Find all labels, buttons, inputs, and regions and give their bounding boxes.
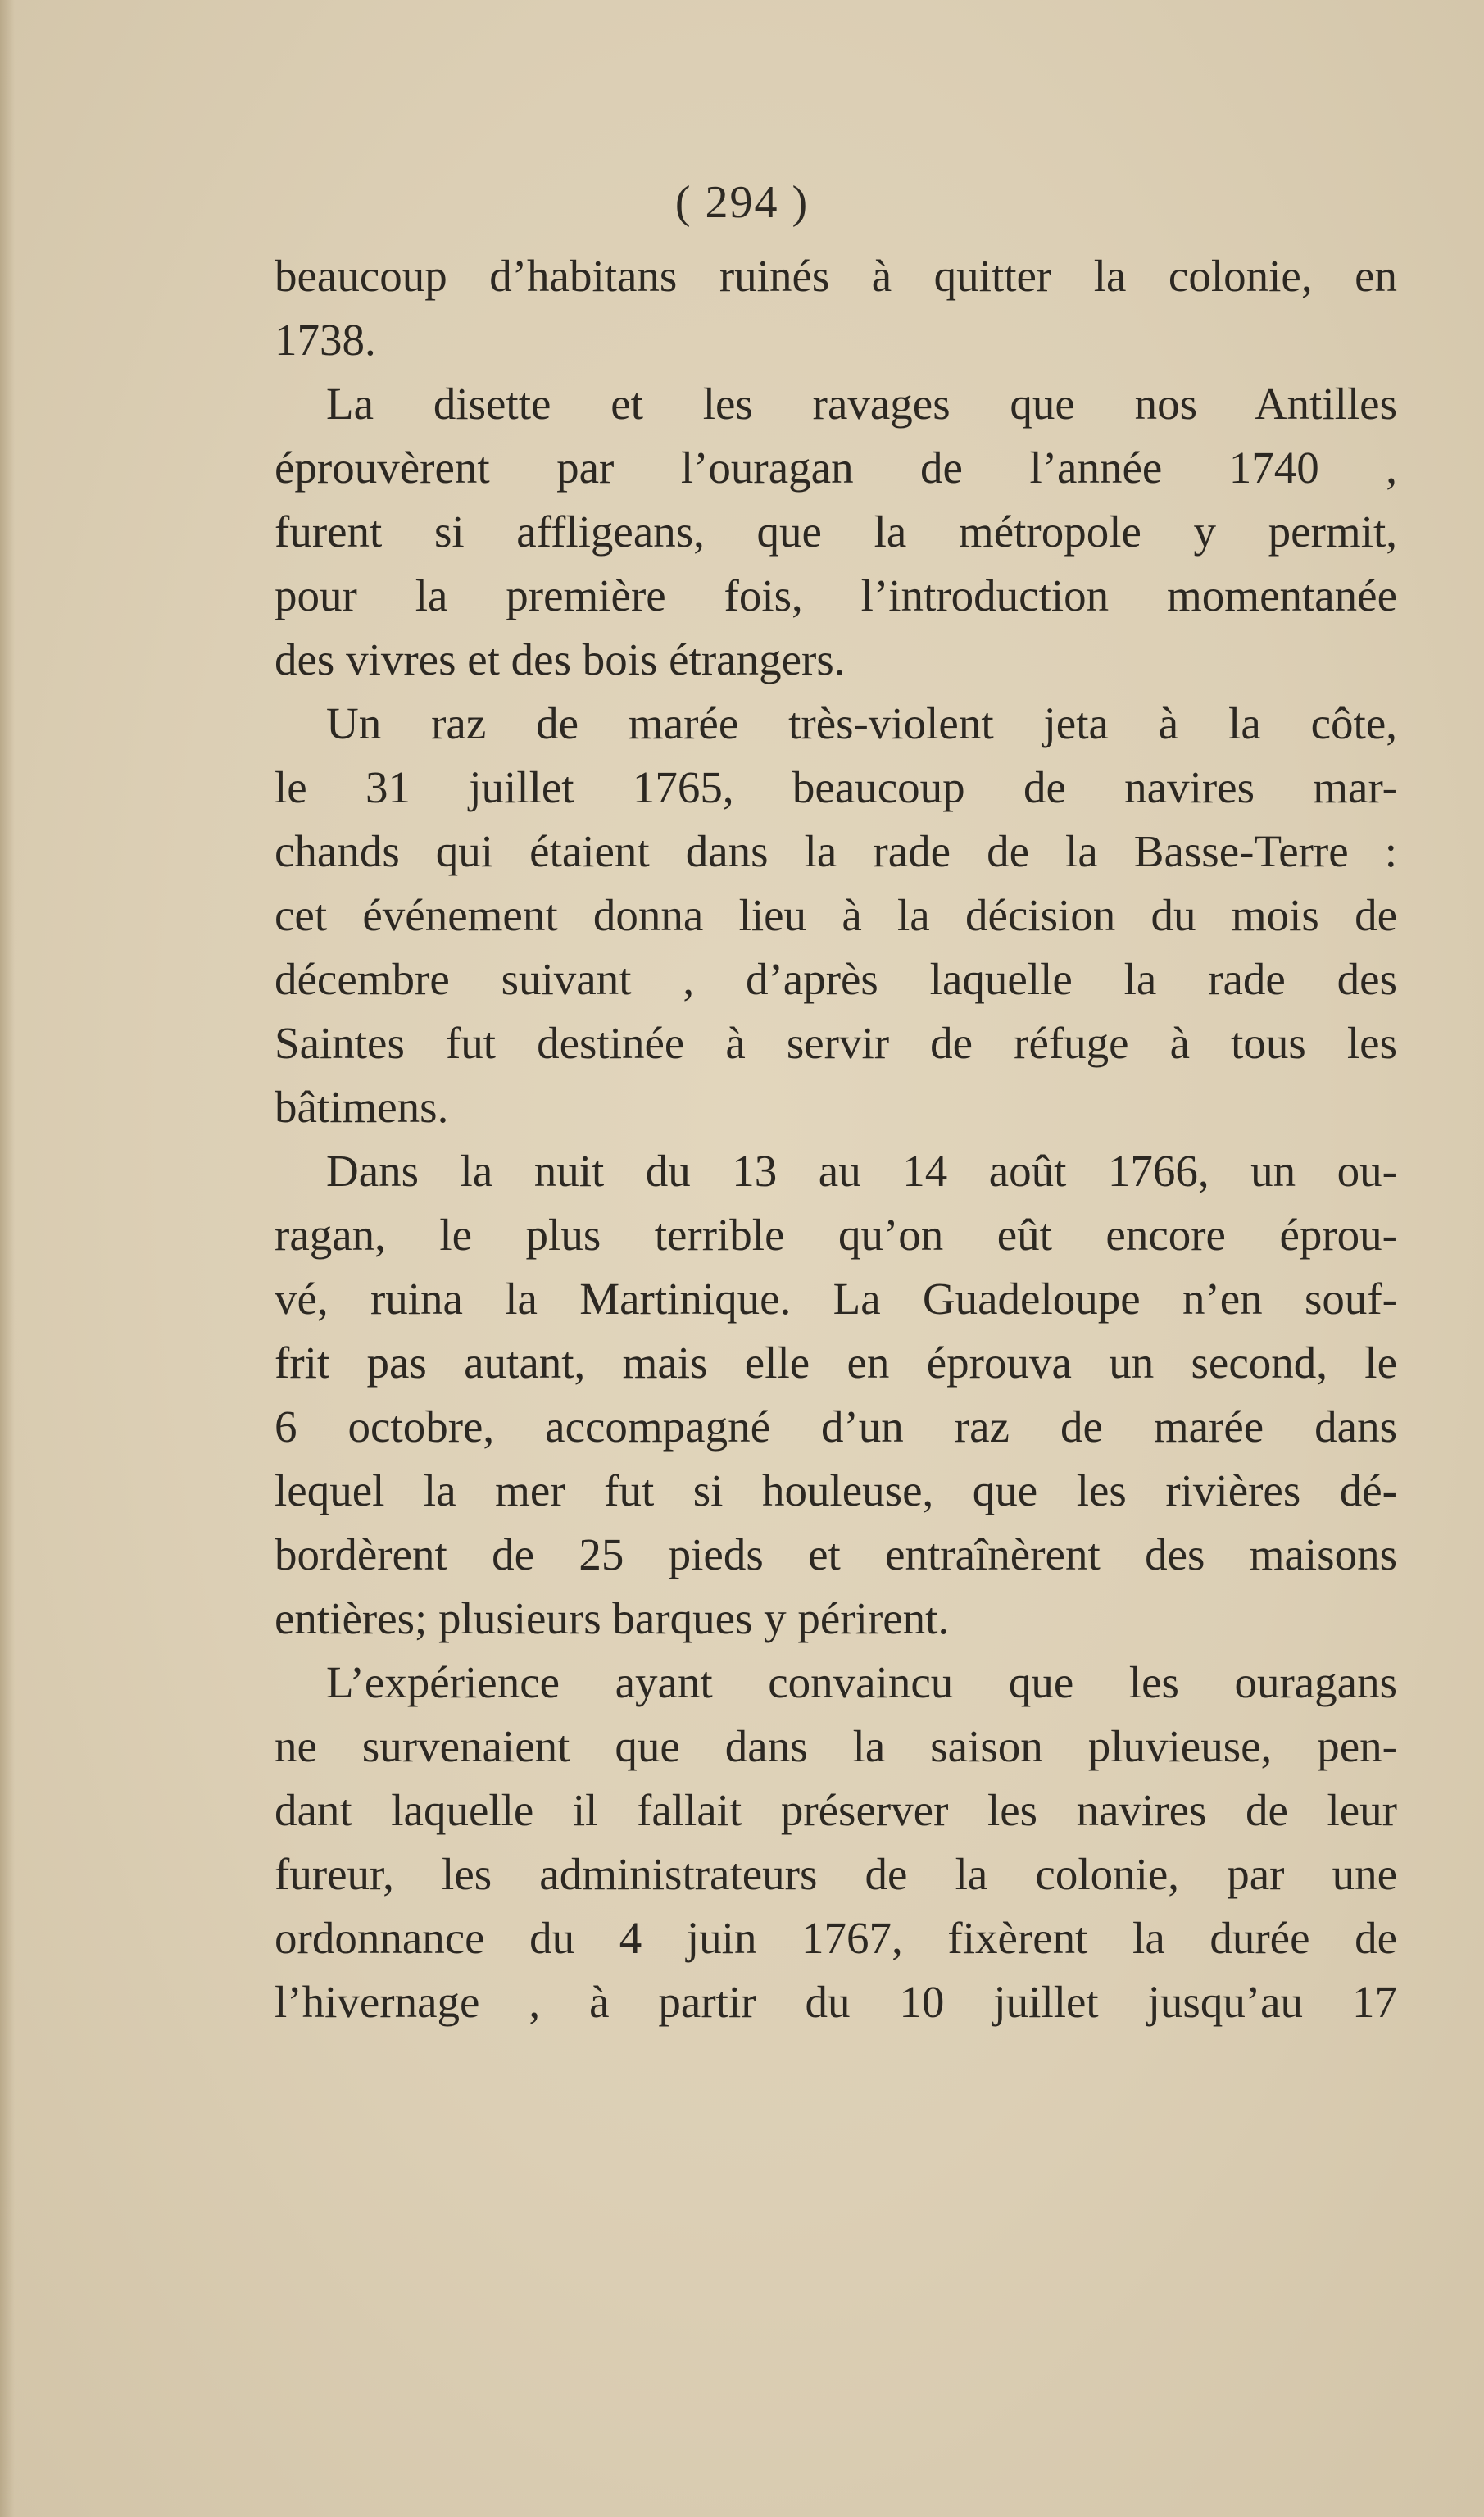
text-line: ragan, le plus terrible qu’on eût encore éprou-: [275, 1210, 1397, 1260]
text-line: Saintes fut destinée à servir de réfuge à tous les: [275, 1018, 1397, 1068]
text-line: lequel la mer fut si houleuse, que les rivières dé-: [275, 1465, 1397, 1515]
text-line: l’hivernage , à partir du 10 juillet jusqu’au 17: [275, 1977, 1397, 2027]
body-text: [275, 244, 1397, 2034]
text-line: dant laquelle il fallait préserver les navires de leur: [275, 1785, 1397, 1835]
text-line: furent si affligeans, que la métropole y permit,: [275, 507, 1397, 557]
text-line: entières; plusieurs barques y périrent.: [275, 1593, 950, 1643]
page-edge-shadow: [0, 0, 15, 2517]
text-line: La disette et les ravages que nos Antilles: [326, 379, 1397, 429]
text-line: des vivres et des bois étrangers.: [275, 634, 846, 684]
text-line: 6 octobre, accompagné d’un raz de marée dans: [275, 1402, 1397, 1452]
text-line: pour la première fois, l’introduction momentanée: [275, 570, 1397, 620]
text-line: fureur, les administrateurs de la colonie, par une: [275, 1849, 1397, 1899]
text-line: Dans la nuit du 13 au 14 août 1766, un ou-: [326, 1146, 1397, 1196]
text-line: décembre suivant , d’après laquelle la rade des: [275, 954, 1397, 1004]
text-line: cet événement donna lieu à la décision du mois de: [275, 890, 1397, 940]
text-line: le 31 juillet 1765, beaucoup de navires mar-: [275, 762, 1397, 812]
text-line: vé, ruina la Martinique. La Guadeloupe n’en souf-: [275, 1274, 1397, 1324]
page-number-header: ( 294 ): [674, 177, 810, 228]
text-line: frit pas autant, mais elle en éprouva un second, le: [275, 1338, 1397, 1388]
text-line: 1738.: [275, 315, 376, 365]
text-line: beaucoup d’habitans ruinés à quitter la colonie, en: [275, 251, 1397, 301]
text-line: chands qui étaient dans la rade de la Basse-Terre :: [275, 826, 1397, 876]
text-line: ordonnance du 4 juin 1767, fixèrent la durée de: [275, 1913, 1397, 1963]
text-line: bâtimens.: [275, 1082, 449, 1132]
text-line: bordèrent de 25 pieds et entraînèrent des maisons: [275, 1529, 1397, 1579]
text-line: éprouvèrent par l’ouragan de l’année 1740 ,: [275, 443, 1397, 493]
text-line: Un raz de marée très-violent jeta à la côte,: [326, 698, 1397, 748]
text-line: ne survenaient que dans la saison pluvieuse, pen-: [275, 1721, 1397, 1771]
text-line: L’expérience ayant convaincu que les ouragans: [326, 1657, 1397, 1707]
